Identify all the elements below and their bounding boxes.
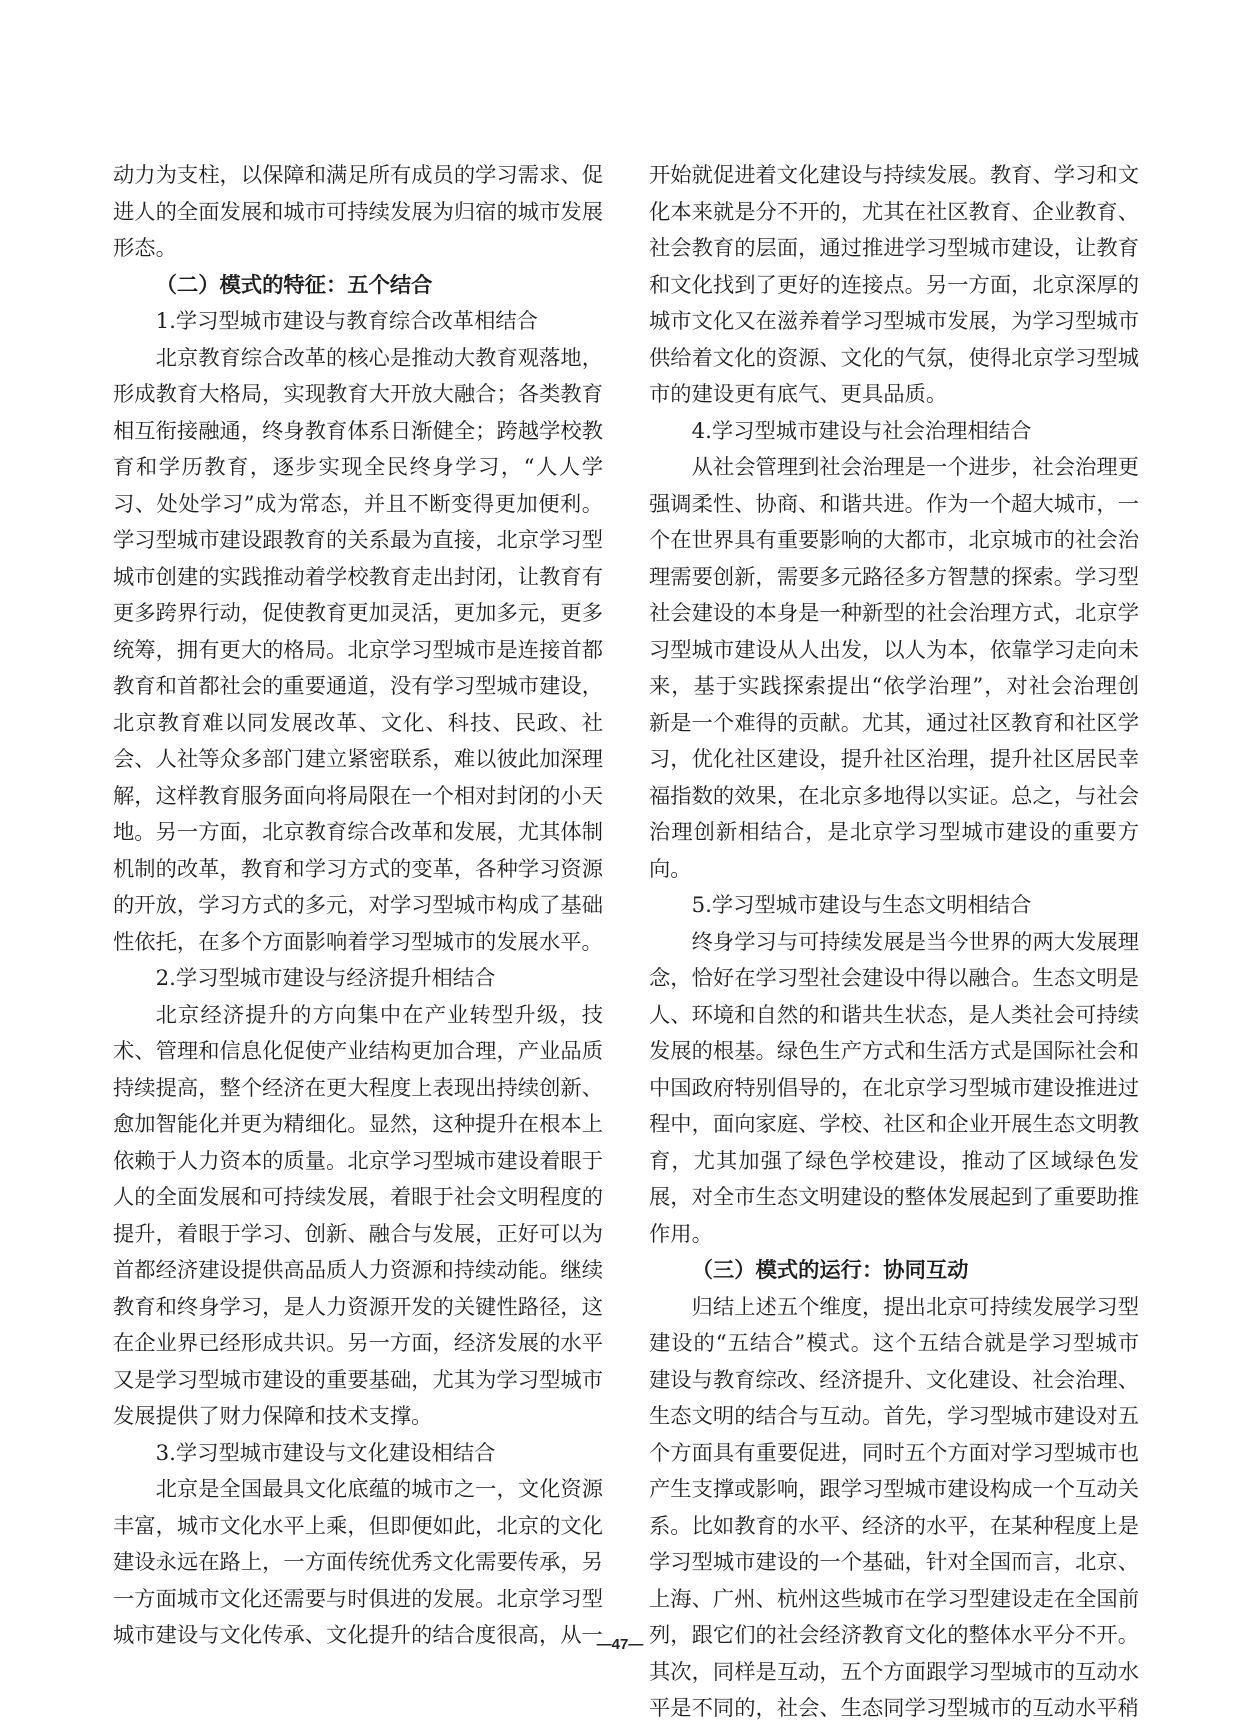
subheading-ecological-civilization: 5.学习型城市建设与生态文明相结合: [691, 893, 1032, 918]
paragraph-continued: 动力为支柱，以保障和满足所有成员的学习需求、促进人的全面发展和城市可持续发展为归宿的城市发展形态。: [113, 163, 603, 261]
subheading-education-reform: 1.学习型城市建设与教育综合改革相结合: [155, 309, 538, 334]
subheading-culture-building: 3.学习型城市建设与文化建设相结合: [155, 1440, 496, 1466]
page-number: —47—: [596, 1636, 644, 1653]
paragraph-economic-upgrade: 北京经济提升的方向集中在产业转型升级，技术、管理和信息化促使产业结构更加合理，产业品质持续提高，整个经济在更大程度上表现出持续创新、愈加智能化并更为精细化。显然，这种提升在根本上依赖于人力资本的质量。北京学习型城市建设着眼于人的全面发展和可持续发展，着眼于社会文明程度的提升，着眼于学习、创新、融合与发展，正好可以为首都经济建设提供高品质人力资源和持续动能。继续教育和终身学习，是人力资源开发的关键性路径，这在企业界已经形成共识。另一方面，经济发展的水平又是学习型城市建设的重要基础，尤其为学习型城市发展提供了财力保障和技术支撑。: [113, 1002, 603, 1429]
subheading-social-governance: 4.学习型城市建设与社会治理相结合: [691, 418, 1032, 444]
paragraph-ecological-civilization: 终身学习与可持续发展是当今世界的两大发展理念，恰好在学习型社会建设中得以融合。生态文明是人、环境和自然的和谐共生状态，是人类社会可持续发展的根基。绿色生产方式和生活方式是国际社会和中国政府特别倡导的，在北京学习型城市建设推进过程中，面向家庭、学校、社区和企业开展生态文明教育，尤其加强了绿色学校建设，推动了区域绿色发展，对全市生态文明建设的整体发展起到了重要助推作用。: [649, 929, 1139, 1247]
right-column: [649, 158, 1139, 1728]
paragraph-culture-building: 北京是全国最具文化底蕴的城市之一，文化资源丰富，城市文化水平上乘，但即便如此，北京的文化建设永远在路上，一方面传统优秀文化需要传承，另一方面城市文化还需要与时俱进的发展。北京学习型城市建设与文化传承、文化提升的结合度很高，从一: [113, 1477, 603, 1648]
left-column: [113, 158, 603, 1655]
section-heading-features: （二）模式的特征：五个结合: [155, 272, 433, 298]
paragraph-culture-continued: 开始就促进着文化建设与持续发展。教育、学习和文化本来就是分不开的，尤其在社区教育、企业教育、社会教育的层面，通过推进学习型城市建设，让教育和文化找到了更好的连接点。另一方面，北京深厚的城市文化又在滋养着学习型城市发展，为学习型城市供给着文化的资源、文化的气氛，使得北京学习型城市的建设更有底气、更具品质。: [649, 163, 1139, 407]
paragraph-education-reform: 北京教育综合改革的核心是推动大教育观落地，形成教育大格局，实现教育大开放大融合；各类教育相互衔接融通，终身教育体系日渐健全；跨越学校教育和学历教育，逐步实现全民终身学习，“人人学习、处处学习”成为常态，并且不断变得更加便利。学习型城市建设跟教育的关系最为直接，北京学习型城市创建的实践推动着学校教育走出封闭，让教育有更多跨界行动，促使教育更加灵活，更加多元，更多统筹，拥有更大的格局。北京学习型城市是连接首都教育和首都社会的重要通道，没有学习型城市建设，北京教育难以同发展改革、文化、科技、民政、社会、人社等众多部门建立紧密联系，难以彼此加深理解，这样教育服务面向将局限在一个相对封闭的小天地。另一方面，北京教育综合改革和发展，尤其体制机制的改革，教育和学习方式的变革，各种学习资源的开放，学习方式的多元，对学习型城市构成了基础性依托，在多个方面影响着学习型城市的发展水平。: [113, 345, 603, 955]
paragraph-social-governance: 从社会管理到社会治理是一个进步，社会治理更强调柔性、协商、和谐共进。作为一个超大城市，一个在世界具有重要影响的大都市，北京城市的社会治理需要创新，需要多元路径多方智慧的探索。学习型社会建设的本身是一种新型的社会治理方式，北京学习型城市建设从人出发，以人为本，依靠学习走向未来，基于实践探索提出“依学治理”，对社会治理创新是一个难得的贡献。尤其，通过社区教育和社区学习，优化社区建设，提升社区治理，提升社区居民幸福指数的效果，在北京多地得以实证。总之，与社会治理创新相结合，是北京学习型城市建设的重要方向。: [649, 455, 1139, 882]
paragraph-operation: 归结上述五个维度，提出北京可持续发展学习型建设的“五结合”模式。这个五结合就是学习型城市建设与教育综改、经济提升、文化建设、社会治理、生态文明的结合与互动。首先，学习型城市建设对五个方面具有重要促进，同时五个方面对学习型城市也产生支撑或影响，跟学习型城市建设构成一个互动关系。比如教育的水平、经济的水平，在某种程度上是学习型城市建设的一个基础，针对全国而言，北京、上海、广州、杭州这些城市在学习型建设走在全国前列，跟它们的社会经济教育文化的整体水平分不开。其次，同样是互动，五个方面跟学习型城市的互动水平是不同的，社会、生态同学习型城市的互动水平稍: [649, 1294, 1139, 1721]
subheading-economic-upgrade: 2.学习型城市建设与经济提升相结合: [155, 966, 496, 991]
section-heading-operation: （三）模式的运行：协同互动: [691, 1258, 969, 1283]
